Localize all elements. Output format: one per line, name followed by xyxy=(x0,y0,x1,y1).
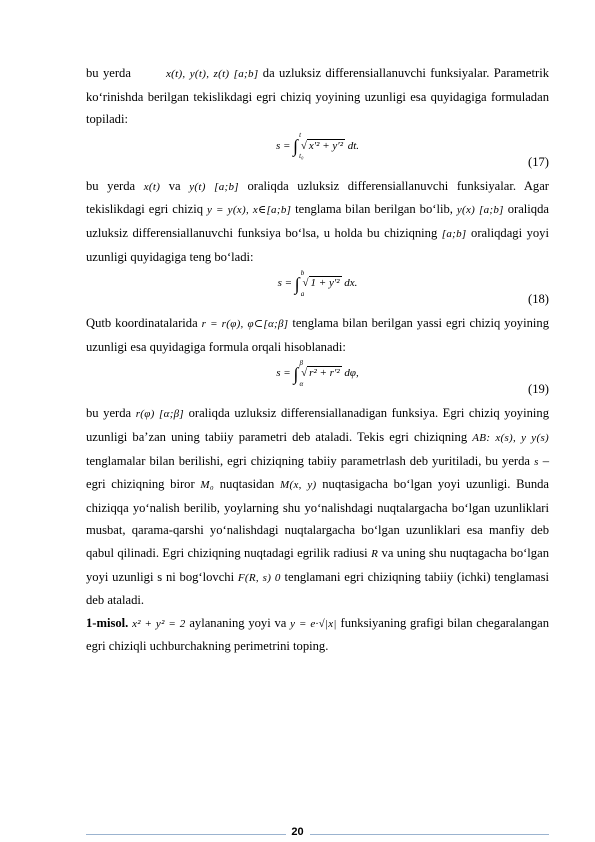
math-inline: y = e·√|x| xyxy=(290,617,337,630)
integral-sign: ∫ β α xyxy=(293,358,304,388)
formula-tail: dt. xyxy=(347,139,360,152)
text: tenglama bilan berilgan yassi egri chiziq yoyining uzunligi esa quyidagiga formula orqali hisoblanadi: xyxy=(86,316,549,354)
text: oraliqda uzluksiz differensiallanuvchi funksiya bo‘lsa, u holda bu chiziqning xyxy=(86,202,549,240)
text: Qutb koordinatalarida xyxy=(86,316,198,331)
integral-upper: b xyxy=(300,268,305,277)
integral-lower: α xyxy=(299,379,304,388)
text: bu yerda xyxy=(86,178,136,193)
text: da uzluksiz differensiallanuvchi funksiyalar. Parametrik ko‘rinishda berilgan tekislikdagi egri chiziq yoyining uzunligi esa quyidagiga formuladan topiladi: xyxy=(86,66,549,127)
integral-upper: β xyxy=(299,358,303,367)
formula-radicand: r² + r′² xyxy=(309,367,340,380)
text: bu yerda xyxy=(86,66,131,80)
text: tenglamalar bilan berilishi, egri chiziqning tabiiy parametrlash deb yuritiladi, bu yerda xyxy=(86,453,531,468)
formula-lhs: s = xyxy=(276,367,291,380)
math-inline: x(t) xyxy=(143,180,161,193)
math-inline: y(t) [a;b] xyxy=(189,180,239,193)
text: nuqtasigacha bo‘lgan yoyi uzunligi. Bunda chiziqqa yo‘nalish berilib, yoylarning shu yo‘nalishdagi nuqtalargacha bo‘lgan uzunliklari musbat, qarama-qarshi yo‘nalishdagi nuqtalargacha bo‘lgan uzunliklari esa manfiy deb qabul qilinadi. Egri chiziqning nuqtadagi egrilik radiusi xyxy=(86,477,550,560)
integral-sign: ∫ t t₀ xyxy=(293,131,304,161)
math-inline: [a;b] xyxy=(441,227,467,240)
paragraph-1 xyxy=(86,62,549,131)
formula-lhs: s = xyxy=(277,277,293,290)
page-footer xyxy=(0,826,595,842)
integral-lower: t₀ xyxy=(299,152,304,161)
text: – egri chiziqning biror xyxy=(86,453,549,492)
math-inline: R xyxy=(371,547,379,560)
text: oraliqdagi yoyi uzunligi quyidagiga teng bo‘ladi: xyxy=(86,225,549,264)
paragraph-5 xyxy=(86,612,549,658)
math-inline: M₀ xyxy=(200,479,214,492)
text: tenglamani egri chiziqning tabiiy (ichki) tenglamasi deb ataladi. xyxy=(86,569,549,608)
page-body xyxy=(86,62,549,658)
math-inline: M(x, y) xyxy=(280,479,317,492)
text: aylananing yoyi va xyxy=(189,615,287,630)
math-inline: AB: x(s), y y(s) xyxy=(472,431,549,444)
math-inline: x(t), y(t), z(t) [a;b] xyxy=(165,68,259,80)
paragraph-3 xyxy=(86,312,549,358)
integral-upper: t xyxy=(299,131,302,140)
formula-tail: dφ, xyxy=(344,367,359,380)
math-inline: r(φ) [α;β] xyxy=(135,408,185,421)
formula-19: s = ∫ β α √ r² + r′² dφ, (19) xyxy=(86,358,549,402)
math-inline: x² + y² = 2 xyxy=(132,617,186,630)
equation-number: (19) xyxy=(528,382,549,397)
text: bu yerda xyxy=(86,406,132,421)
text: oraliqda uzluksiz differensiallanadigan funksiya. Egri chiziq yoyining uzunligi ba’zan uning tabiiy parametri deb ataladi. Tekis egri chiziqning xyxy=(86,406,549,444)
integral-lower: a xyxy=(300,289,305,298)
math-inline: s xyxy=(534,455,539,468)
integral-sign: ∫ b a xyxy=(294,268,305,298)
footer-divider-right xyxy=(310,834,549,835)
example-title: 1-misol. xyxy=(86,615,129,630)
text: oraliqda uzluksiz differensiallanuvchi funksiyalar. Agar tekislikdagi egri chiziq xyxy=(86,178,550,217)
formula-radicand: x′² + y′² xyxy=(308,139,343,152)
equation-number: (17) xyxy=(528,154,549,169)
page-number: 20 xyxy=(291,826,304,838)
math-inline: r = r(φ), φ⊂[α;β] xyxy=(201,318,289,331)
text: tenglama bilan berilgan bo‘lib, xyxy=(295,202,453,217)
formula-17: s = ∫ t t₀ √ x′² + y′² dt. (17) xyxy=(86,131,549,175)
math-inline: y = y(x), x∈[a;b] xyxy=(207,204,292,217)
formula-lhs: s = xyxy=(275,139,291,152)
text: va xyxy=(168,178,181,193)
formula-radicand: 1 + y′² xyxy=(310,277,340,290)
math-inline: F(R, s) 0 xyxy=(237,571,281,584)
paragraph-2 xyxy=(86,175,549,268)
formula-18: s = ∫ b a √ 1 + y′² dx. (18) xyxy=(86,268,549,312)
text: funksiyaning grafigi bilan chegaralangan egri chiziqli uchburchakning perimetrini toping. xyxy=(86,615,550,654)
formula-tail: dx. xyxy=(344,277,358,290)
paragraph-4 xyxy=(86,402,549,611)
equation-number: (18) xyxy=(528,292,549,307)
text: va uning shu nuqtagacha bo‘lgan yoyi uzunligi s ni bog‘lovchi xyxy=(86,545,549,584)
math-inline: y(x) [a;b] xyxy=(456,204,504,217)
text: nuqtasidan xyxy=(219,477,275,492)
